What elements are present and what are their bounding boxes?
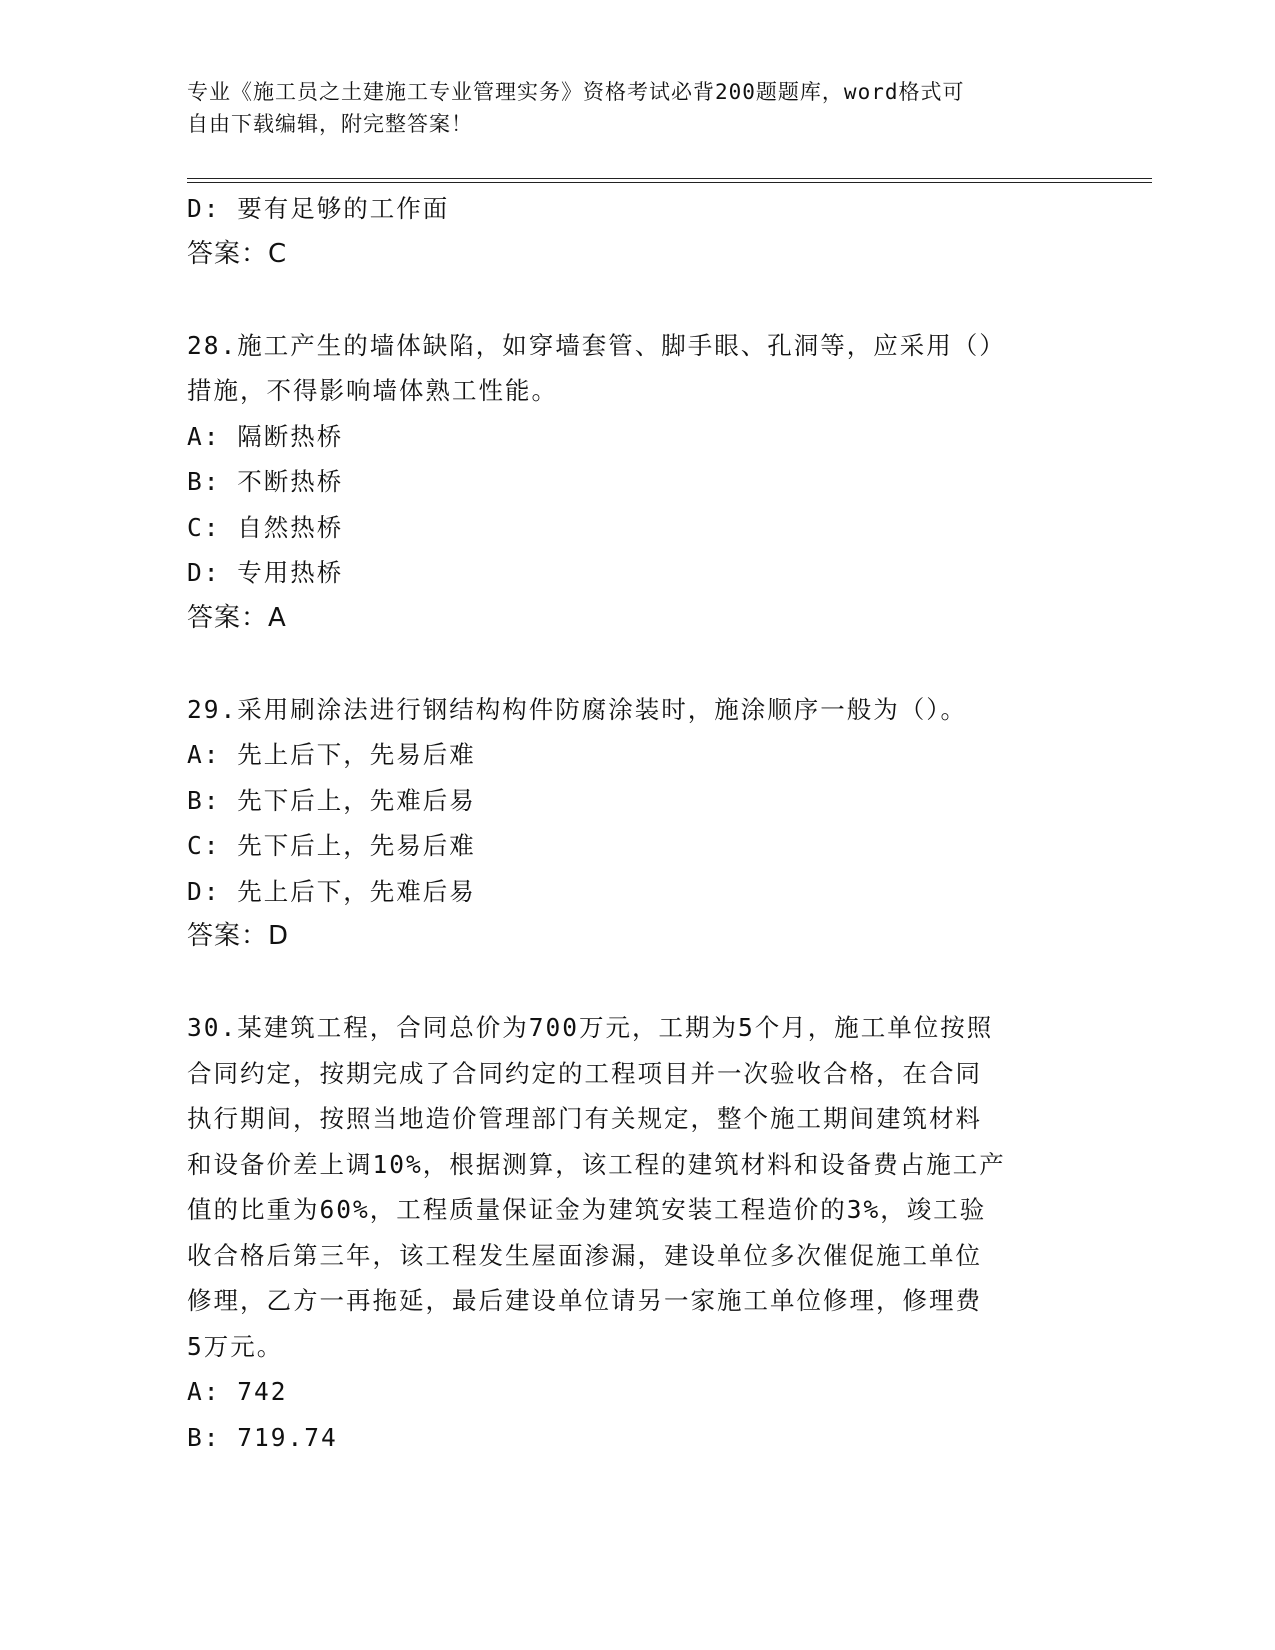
option-separator: :	[203, 1422, 238, 1452]
answer-label: 答案：	[187, 602, 269, 633]
header-line: 专业《施工员之土建施工专业管理实务》资格考试必背200题题库，word格式可	[187, 80, 965, 104]
option-d	[187, 869, 1087, 915]
answer-label: 答案：	[187, 238, 269, 269]
question-stem-text: 施工产生的墙体缺陷，如穿墙套管、脚手眼、孔洞等，应采用（）	[237, 330, 1006, 360]
option-separator: :	[203, 194, 238, 223]
page-header	[187, 76, 1067, 140]
option-separator: :	[203, 876, 238, 906]
option-a	[187, 732, 1087, 778]
option-text: 先上后下，先难后易	[237, 876, 476, 906]
answer-value: D	[268, 921, 290, 951]
option-text: 不断热桥	[237, 467, 344, 496]
option-text: 先下后上，先难后易	[237, 785, 476, 815]
option-letter: C	[187, 831, 204, 860]
option-letter: B	[187, 785, 204, 815]
option-text: 隔断热桥	[237, 421, 344, 451]
option-separator: :	[203, 558, 238, 587]
answer	[187, 596, 1087, 642]
question-stem-line: 修理，乙方一再拖延，最后建设单位请另一家施工单位修理，修理费	[187, 1286, 982, 1315]
answer-value: C	[268, 238, 288, 269]
option-letter: A	[187, 740, 204, 769]
option-text: 先下后上，先易后难	[237, 831, 476, 860]
question-stem-line: 执行期间，按照当地造价管理部门有关规定，整个施工期间建筑材料	[187, 1104, 982, 1133]
header-divider	[187, 182, 1152, 183]
option-separator: :	[203, 512, 238, 542]
option-b	[187, 1415, 1087, 1461]
option-letter: B	[187, 467, 204, 496]
option-text: 专用热桥	[237, 558, 344, 587]
question-stem-line	[187, 687, 1087, 733]
option-a	[187, 1369, 1087, 1415]
question-list	[187, 186, 1087, 1460]
option-separator: :	[203, 831, 238, 860]
option-letter: A	[187, 421, 204, 451]
option-text: 719.74	[237, 1422, 338, 1452]
question-stem-line: 收合格后第三年，该工程发生屋面渗漏，建设单位多次催促施工单位	[187, 1240, 982, 1270]
option-text: 要有足够的工作面	[237, 194, 450, 223]
option-d	[187, 186, 1087, 232]
option-letter: D	[187, 194, 204, 223]
question-27-tail	[187, 186, 1087, 277]
option-b	[187, 459, 1087, 505]
option-c	[187, 505, 1087, 551]
answer-label: 答案：	[187, 921, 269, 951]
question-stem-line: 值的比重为60%，工程质量保证金为建筑安装工程造价的3%，竣工验	[187, 1195, 987, 1224]
option-separator: :	[203, 421, 238, 451]
answer	[187, 914, 1087, 960]
option-letter: C	[187, 512, 204, 542]
option-separator: :	[203, 740, 238, 769]
question-29	[187, 687, 1087, 960]
option-letter: D	[187, 876, 204, 906]
question-number: 29.	[187, 694, 238, 724]
question-number: 28.	[187, 330, 238, 360]
option-letter: A	[187, 1377, 204, 1406]
header-divider	[187, 178, 1152, 179]
option-a	[187, 414, 1087, 460]
option-separator: :	[203, 467, 238, 496]
option-separator: :	[203, 1377, 238, 1406]
question-28	[187, 323, 1087, 642]
option-text: 742	[237, 1377, 288, 1406]
option-text: 先上后下，先易后难	[237, 740, 476, 769]
option-letter: B	[187, 1422, 204, 1452]
answer-value: A	[268, 602, 287, 633]
option-b	[187, 778, 1087, 824]
question-stem-line	[187, 1005, 1087, 1051]
question-stem-line: 5万元。	[187, 1331, 284, 1361]
option-text: 自然热桥	[237, 512, 344, 542]
header-line: 自由下载编辑，附完整答案！	[187, 112, 473, 136]
option-d	[187, 550, 1087, 596]
question-stem-text: 某建筑工程，合同总价为700万元，工期为5个月，施工单位按照	[237, 1013, 994, 1042]
answer	[187, 232, 1087, 278]
option-separator: :	[203, 785, 238, 815]
question-stem-line: 合同约定，按期完成了合同约定的工程项目并一次验收合格，在合同	[187, 1058, 982, 1088]
question-stem-line: 和设备价差上调10%，根据测算，该工程的建筑材料和设备费占施工产	[187, 1149, 1006, 1179]
question-stem-line: 措施，不得影响墙体熟工性能。	[187, 376, 558, 405]
question-stem-line	[187, 323, 1087, 369]
option-letter: D	[187, 558, 204, 587]
option-c	[187, 823, 1087, 869]
question-30	[187, 1005, 1087, 1460]
question-number: 30.	[187, 1013, 238, 1042]
question-stem-text: 采用刷涂法进行钢结构构件防腐涂装时，施涂顺序一般为（）。	[237, 694, 968, 724]
